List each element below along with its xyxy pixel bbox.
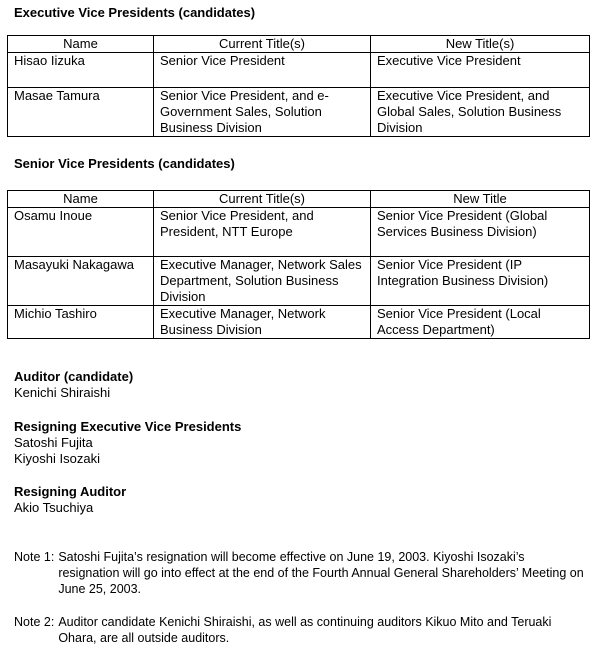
- svp-col-new: New Title: [371, 191, 590, 208]
- table-row: [8, 306, 590, 339]
- evp-new-cell: Executive Vice President: [371, 53, 590, 88]
- svp-current-cell: Senior Vice President, and President, NTT Europe: [154, 208, 371, 257]
- svp-current-cell: Executive Manager, Network Business Division: [154, 306, 371, 339]
- evp-col-name: Name: [8, 36, 154, 53]
- note-2: [14, 614, 584, 646]
- svp-new-cell: Senior Vice President (Global Services Business Division): [371, 208, 590, 257]
- note-label: Note 2:: [14, 615, 55, 629]
- evp-new-cell: Executive Vice President, and Global Sales, Solution Business Division: [371, 88, 590, 137]
- evp-table: [7, 35, 590, 137]
- resigning-evp-name: Satoshi Fujita: [14, 435, 93, 450]
- evp-heading: Executive Vice Presidents (candidates): [14, 5, 256, 20]
- evp-name-cell: Masae Tamura: [8, 88, 154, 137]
- note-text: Satoshi Fujita’s resignation will become effective on June 19, 2003. Kiyoshi Isozaki’s resignation will go into effect at the end of the Fourth Annual General Shareholders’ Meeting on June 25, 2003.: [58, 550, 584, 596]
- svp-current-cell: Executive Manager, Network Sales Department, Solution Business Division: [154, 257, 371, 306]
- note-label: Note 1:: [14, 550, 55, 564]
- table-row: [8, 53, 590, 88]
- evp-name-cell: Hisao Iizuka: [8, 53, 154, 88]
- svp-table-header-row: [8, 191, 590, 208]
- table-row: [8, 88, 590, 137]
- svp-heading: Senior Vice Presidents (candidates): [14, 156, 235, 171]
- svp-new-cell: Senior Vice President (IP Integration Business Division): [371, 257, 590, 306]
- svp-col-name: Name: [8, 191, 154, 208]
- evp-current-cell: Senior Vice President, and e-Government Sales, Solution Business Division: [154, 88, 371, 137]
- auditor-candidate-heading: Auditor (candidate): [14, 369, 134, 384]
- resigning-auditor-name: Akio Tsuchiya: [14, 500, 94, 515]
- resigning-evp-heading: Resigning Executive Vice Presidents: [14, 419, 242, 434]
- auditor-candidate-name: Kenichi Shiraishi: [14, 385, 111, 400]
- evp-table-header-row: [8, 36, 590, 53]
- note-text: Auditor candidate Kenichi Shiraishi, as well as continuing auditors Kikuo Mito and Teruaki Ohara, are all outside auditors.: [58, 615, 552, 645]
- resigning-evp-name: Kiyoshi Isozaki: [14, 451, 100, 466]
- evp-col-current: Current Title(s): [154, 36, 371, 53]
- svp-col-current: Current Title(s): [154, 191, 371, 208]
- svp-name-cell: Osamu Inoue: [8, 208, 154, 257]
- note-1: [14, 549, 584, 597]
- svp-new-cell: Senior Vice President (Local Access Department): [371, 306, 590, 339]
- svp-name-cell: Masayuki Nakagawa: [8, 257, 154, 306]
- evp-current-cell: Senior Vice President: [154, 53, 371, 88]
- svp-table: [7, 190, 590, 339]
- table-row: [8, 257, 590, 306]
- evp-col-new: New Title(s): [371, 36, 590, 53]
- svp-name-cell: Michio Tashiro: [8, 306, 154, 339]
- table-row: [8, 208, 590, 257]
- resigning-auditor-heading: Resigning Auditor: [14, 484, 127, 499]
